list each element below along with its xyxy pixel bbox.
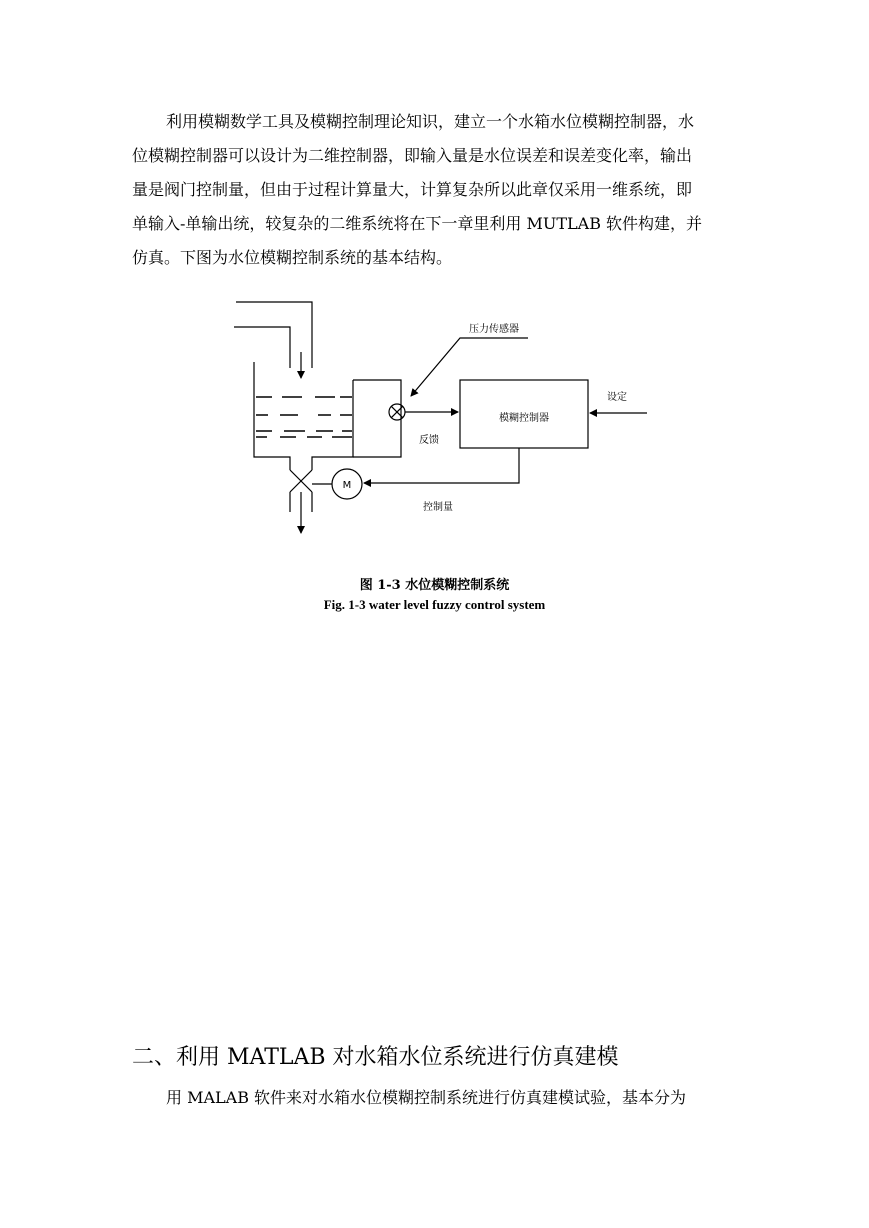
sensor-pointer [411, 338, 528, 396]
figure-caption-chinese: 图 1-3 水位模糊控制系统 [359, 578, 510, 593]
paragraph-line: 单输入-单输出统，较复杂的二维系统将在下一章里利用 MUTLAB 软件构建，并 [132, 214, 703, 233]
paragraph-line: 用 MALAB 软件来对水箱水位模糊控制系统进行仿真建模试验，基本分为 [166, 1088, 687, 1107]
water-tank [254, 362, 401, 470]
paragraph-line: 仿真。下图为水位模糊控制系统的基本结构。 [132, 248, 453, 267]
water-level-control-diagram [0, 0, 869, 560]
motor-label: M [342, 480, 352, 491]
control-output-arrow [364, 448, 519, 483]
pressure-sensor-symbol [389, 404, 405, 420]
feedback-label: 反馈 [419, 435, 439, 446]
section-paragraph [132, 1081, 738, 1115]
water-level-lines [256, 397, 352, 437]
pressure-sensor-label: 压力传感器 [469, 324, 519, 335]
figure-caption-english: Fig. 1-3 water level fuzzy control system [323, 597, 546, 612]
paragraph-line: 利用模糊数学工具及模糊控制理论知识，建立一个水箱水位模糊控制器，水 [166, 112, 695, 131]
control-output-label: 控制量 [423, 502, 453, 513]
paragraph-line: 量是阀门控制量，但由于过程计算量大，计算复杂所以此章仅采用一维系统，即 [132, 180, 693, 199]
inlet-pipe [234, 302, 312, 378]
controller-label: 模糊控制器 [499, 413, 549, 424]
outlet-valve [290, 470, 312, 533]
paragraph-line: 位模糊控制器可以设计为二维控制器，即输入量是水位误差和误差变化率，输出 [132, 146, 693, 165]
section-heading: 二、利用 MATLAB 对水箱水位系统进行仿真建模 [132, 1045, 619, 1070]
setpoint-label: 设定 [607, 392, 627, 403]
